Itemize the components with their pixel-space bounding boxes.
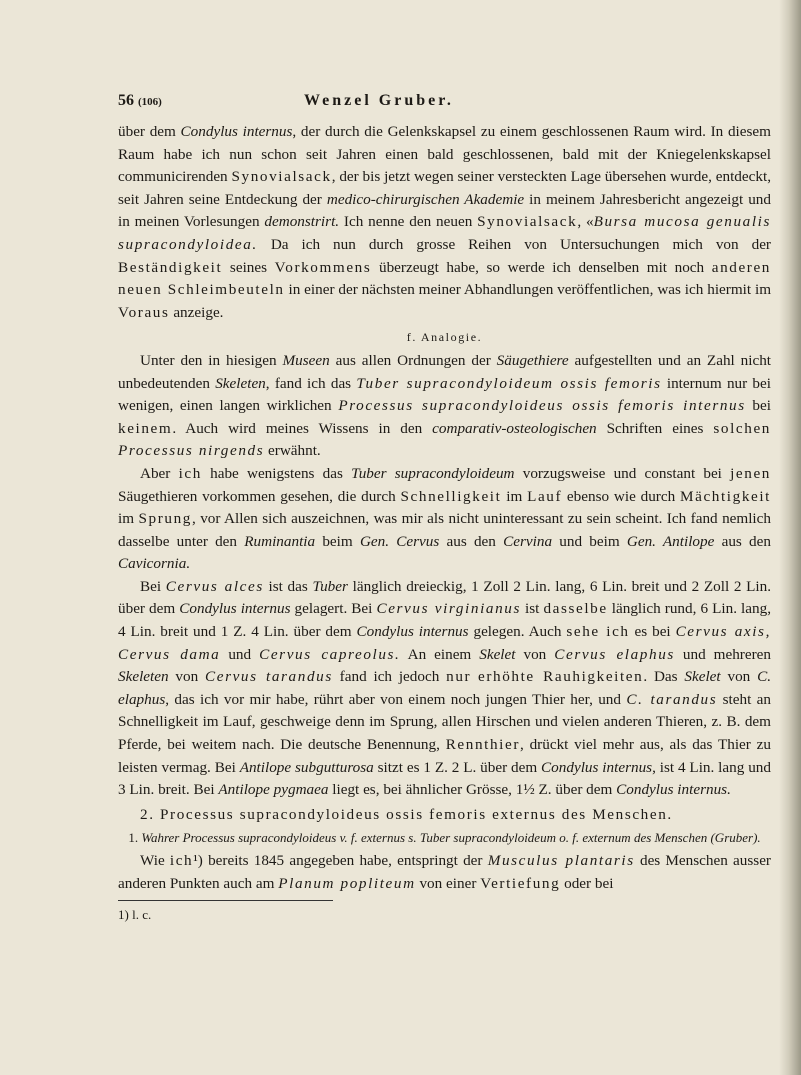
text-run: sitzt es 1 Z. 2 L. über dem [373,758,542,776]
text-run: ist [520,600,544,618]
text-run: in einer der nächsten meiner Abhandlungen veröffentlichen, was ich hiermit im [284,281,772,299]
text-run: und [220,645,260,663]
text-run: ¹) bereits 1845 angegeben habe, entspringt der [193,852,488,870]
text-run: Vertiefung [480,875,561,892]
text-run: erhöhte Rauhigkeiten [478,668,644,686]
text-run: es bei [629,623,676,641]
text-run: anzeige. [169,303,224,321]
italic-run: Gen. Antilope [626,532,715,550]
text-run: seines [222,258,275,276]
page-header [118,90,771,114]
italic-run: Ruminantia [244,532,316,550]
text-run: ist das [263,577,313,595]
text-run: Lauf [527,487,563,505]
text-run: aus den [439,532,504,550]
paragraph [118,463,771,576]
italic-run: Antilope subgutturosa [239,758,374,776]
text-run: Da ich nun durch grosse Reihen von Untersuchungen mich von der [257,235,771,253]
italic-run: Cervus elaphus [554,645,675,663]
running-title: Wenzel Gruber. [304,92,454,109]
italic-run: Cervus virginianus [376,600,521,618]
text-run: überzeugt habe, so werde ich denselben mit noch [371,258,712,276]
text-run: Bei [140,577,166,595]
italic-run: Processus nirgends [118,442,265,460]
text-run: An einem [400,645,480,663]
text-run: von [168,668,205,686]
text-run: , das ich vor mir habe, rührt aber von einem noch jungen Thier her, und [165,690,627,708]
text-run: beim [315,532,360,550]
text-run: steht an Schnelligkeit im Lauf, geschweige denn im Sprung, allen Hirschen und vielen anderen Thieren, z. B. dem Pferde, bei weitem nach. Die deutsche Benennung, [118,690,771,754]
text-run: Wie [140,852,170,870]
text-run: solchen [713,419,771,437]
text-run: erwähnt. [264,442,321,460]
italic-run: Cervus tarandus [205,668,333,686]
paragraph [118,850,771,895]
italic-run: Cervus capreolus. [259,645,401,663]
text-run: von [720,668,758,686]
italic-run: Säugethiere [496,351,569,369]
italic-run: Skeleten [118,668,169,686]
text-run: Schriften eines [596,419,714,437]
italic-run: comparativ-osteologischen [432,419,597,437]
italic-run: Cervus alces [165,577,264,595]
text-run: Säugethieren vorkommen gesehen, die durch [118,487,401,505]
text-run: länglich dreieckig, 1 Zoll 2 Lin. lang, 6 Lin. breit und 2 Zoll 2 Lin. über dem [118,577,771,618]
text-run: dasselbe [543,600,608,618]
text-run: Schnelligkeit [400,487,502,505]
italic-run: Museen [282,351,330,369]
section-heading: f. Analogie. [406,330,483,345]
text-run: , vor Allen sich auszeichnen, was mir als nicht uninteressant zu sein scheint. Ich fand nemlich dasselbe unter den [118,510,771,550]
text-run: , drückt viel mehr aus, als das Thier zu leisten vermag. Bei [118,736,771,776]
text-run: gelagert. Bei [290,600,377,618]
paragraph [118,350,771,463]
italic-run: Musculus plantaris [487,852,635,870]
italic-run: Gen. Cervus [359,532,440,550]
italic-run: C. tarandus [626,690,718,708]
text-run: länglich rund, 6 Lin. lang, 4 Lin. breit und 1 Z. 4 Lin. über dem [118,600,771,641]
italic-run: C. elaphus [118,668,771,708]
text-run: Beständigkeit [118,258,223,276]
book-spine-shadow [779,0,801,1075]
text-run: , ist 4 Lin. lang und 3 Lin. breit. Bei [118,758,771,799]
italic-run: Cervina [503,532,553,550]
text-run: Synovialsack [231,168,332,186]
text-run: von einer [415,875,481,892]
text-run: gelegen. Auch [468,623,567,641]
text-run: Unter den in hiesigen [140,351,283,369]
italic-run: Skelet [479,645,516,663]
text-run: über dem [118,123,181,140]
footnote-separator [118,900,333,901]
italic-run: Processus supracondyloideus ossis femoris internus [338,397,746,415]
text-run: liegt es, bei ähnlicher Grösse, 1½ Z. über dem [328,781,617,799]
text-run: . Das [643,668,685,686]
italic-run: Tuber [312,577,348,595]
italic-run: medico-chirurgischen Akademie [326,190,525,208]
italic-run: Skelet [684,668,721,686]
text-run: Ich nenne den neuen [339,213,478,231]
italic-run: Condylus internus [179,600,291,618]
italic-run: Condylus internus. [616,781,731,799]
text-run: internum nur bei wenigen, einen langen wirklichen [118,374,771,415]
italic-run: demonstrirt. [264,213,340,231]
text-run [471,668,478,685]
text-run: des Menschen ausser anderen Punkten auch am [118,852,771,892]
text-run: , fand ich das [265,374,357,392]
text-run: jenen [730,464,771,482]
italic-run: Bursa mucosa genualis supracondyloidea. [118,213,771,253]
text-run: Rennthier [445,736,520,754]
italic-run: Antilope pygmaea [218,781,329,799]
text-run: und beim [552,532,627,550]
italic-run: Tuber supracondyloideum ossis femoris [356,374,662,392]
text-run: Vorkommens [274,258,372,276]
text-run: fand ich jedoch [332,668,447,686]
italic-run: Condylus internus [180,123,293,140]
text-run: keinem [118,419,173,437]
text-run: ich [169,852,194,870]
text-run: im [118,510,139,528]
paragraph [118,121,771,324]
text-run: von [515,645,555,663]
italic-run: Condylus internus [356,623,469,641]
text-run: nur [446,668,472,686]
text-run: ebenso wie durch [562,487,680,505]
text-run: vorzugsweise und constant bei [514,464,731,482]
italic-run: Condylus internus [541,758,653,776]
text-run: 1. [128,830,142,846]
text-run: Aber [140,464,179,482]
section-heading: 2. Processus supracondyloideus ossis femoris externus des Menschen. [140,805,673,823]
text-run: , « [577,213,594,231]
italic-run: Wahrer Processus supracondyloideus v. f. externus s. Tuber supracondyloideum o. f. externum des Menschen (Gruber). [141,830,761,846]
text-run: und mehreren [674,645,771,663]
italic-run: Planum popliteum [278,875,416,892]
text-run: sehe ich [566,623,630,641]
italic-run: Skeleten [215,374,266,392]
subsection-heading [118,828,771,847]
text-run: bei [745,397,771,415]
page-number: 56 (106) [118,92,162,109]
text-run: aufgestellten und an Zahl nicht unbedeutenden [118,351,772,392]
italic-run: Cervus axis, Cervus dama [118,623,771,663]
text-run: Sprung [138,510,192,528]
book-page [118,90,771,926]
text-run: Mächtigkeit [680,487,771,505]
text-run: oder bei [560,875,614,892]
text-run: aus den [714,532,771,550]
paragraph [118,576,771,802]
text-run: in meinem Jahresbericht angezeigt und in meinen Vorlesungen [118,190,771,231]
text-run: , der durch die Gelenkskapsel zu einem geschlossenen Raum wird. In diesem Raum habe ich nun schon seit Jahren einen bald geschlossenen, bald mit der Kniegelenkskapsel communicirenden [118,123,771,186]
text-run: , der bis jetzt wegen seiner versteckten Lage übersehen wurde, entdeckt, seit Jahren seine Entdeckung der [118,168,771,208]
text-run: im [501,487,528,505]
text-run: Voraus [118,303,170,321]
text-run: ich [178,464,202,482]
text-run: habe wenigstens das [201,464,352,482]
text-run: Synovialsack [477,213,578,231]
text-run: aus allen Ordnungen der [329,351,497,369]
italic-run: Tuber supracondyloideum [351,464,515,482]
text-run: anderen neuen Schleimbeuteln [118,258,771,299]
italic-run: Cavicornia. [118,555,191,573]
footnote: 1) l. c. [118,906,152,922]
text-run: . Auch wird meines Wissens in den [172,419,433,437]
